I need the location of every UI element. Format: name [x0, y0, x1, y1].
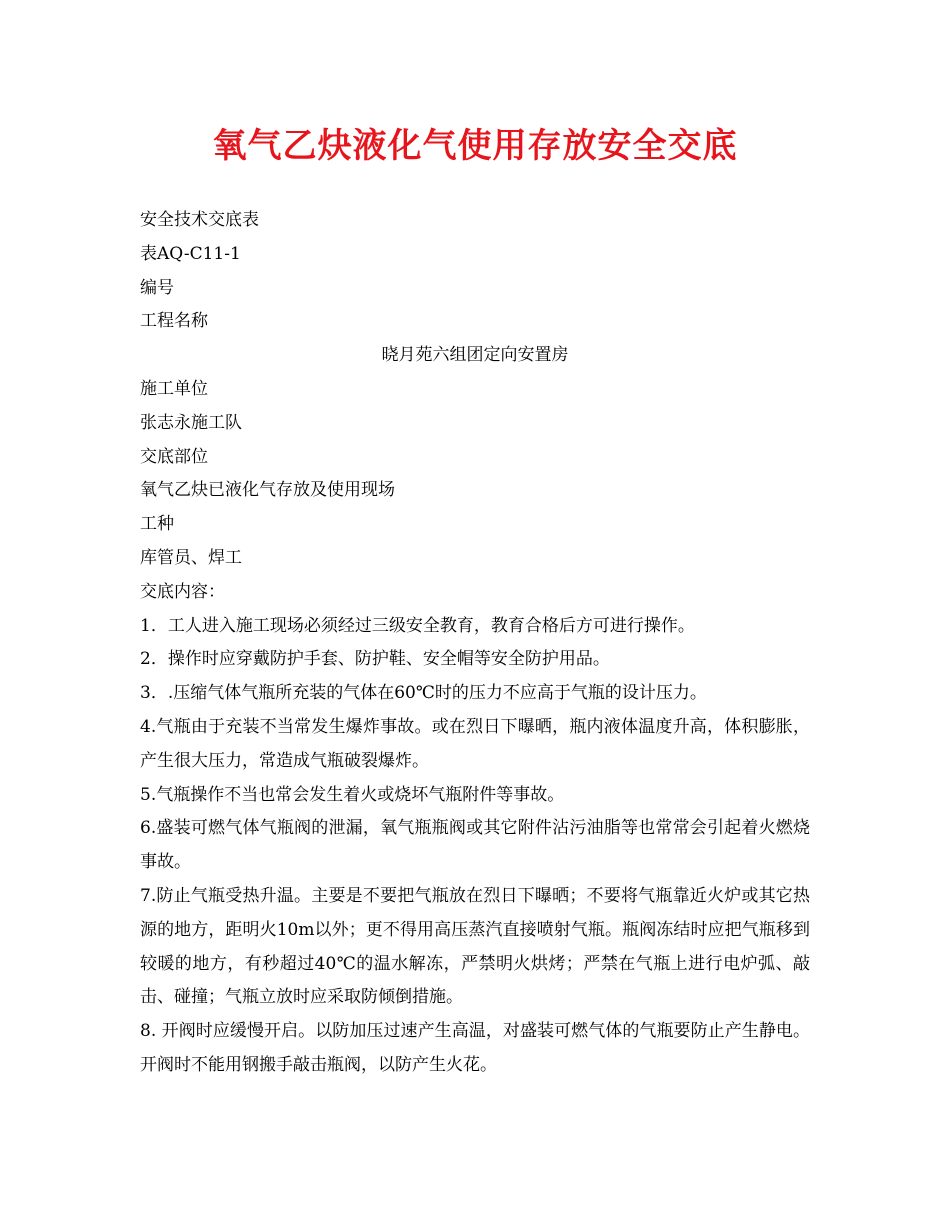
document-title: 氧气乙炔液化气使用存放安全交底: [212, 126, 738, 166]
serial-label: 编号: [140, 277, 174, 298]
location-label: 交底部位: [140, 446, 208, 467]
content-item-2: 2．操作时应穿戴防护手套、防护鞋、安全帽等安全防护用品。: [140, 649, 610, 670]
company-value: 张志永施工队: [140, 412, 242, 433]
form-name: 安全技术交底表: [140, 210, 259, 230]
project-label: 工程名称: [140, 311, 208, 332]
project-value: 晓月苑六组团定向安置房: [381, 345, 569, 366]
content-item-7: 7.防止气瓶受热升温。主要是不要把气瓶放在烈日下曝晒；不要将气瓶靠近火炉或其它热源的地方，距明火10m以外；更不得用高压蒸汽直接喷射气瓶。瓶阀冻结时应把气瓶移到较暖的地方，有秒超过40℃的温水解冻，严禁明火烘烤；严禁在气瓶上进行电炉弧、敲击、碰撞；气瓶立放时应采取防倾倒措施。: [140, 885, 810, 1008]
company-label: 施工单位: [140, 378, 208, 399]
form-code: 表AQ-C11-1: [140, 243, 241, 264]
content-item-5: 5.气瓶操作不当也常会发生着火或烧坏气瓶附件等事故。: [140, 784, 565, 805]
content-label: 交底内容：: [140, 581, 225, 602]
content-item-8: 8. 开阀时应缓慢开启。以防加压过速产生高温，对盛装可燃气体的气瓶要防止产生静电。开阀时不能用钢搬手敲击瓶阀，以防产生火花。: [140, 1021, 810, 1075]
trade-label: 工种: [140, 514, 174, 535]
content-item-4: 4.气瓶由于充装不当常发生爆炸事故。或在烈日下曝晒，瓶内液体温度升高，体积膨胀，产生很大压力，常造成气瓶破裂爆炸。: [140, 716, 810, 771]
content-item-3: 3．.压缩气体气瓶所充装的气体在60℃时的压力不应高于气瓶的设计压力。: [140, 683, 707, 704]
location-value: 氧气乙炔已液化气存放及使用现场: [140, 480, 395, 501]
content-item-1: 1．工人进入施工现场必须经过三级安全教育，教育合格后方可进行操作。: [140, 615, 695, 636]
content-item-6: 6.盛装可燃气体气瓶阀的泄漏，氧气瓶瓶阀或其它附件沾污油脂等也常常会引起着火燃烧事故。: [140, 818, 810, 873]
document-body: [140, 204, 810, 1083]
trade-value: 库管员、焊工: [140, 547, 242, 568]
